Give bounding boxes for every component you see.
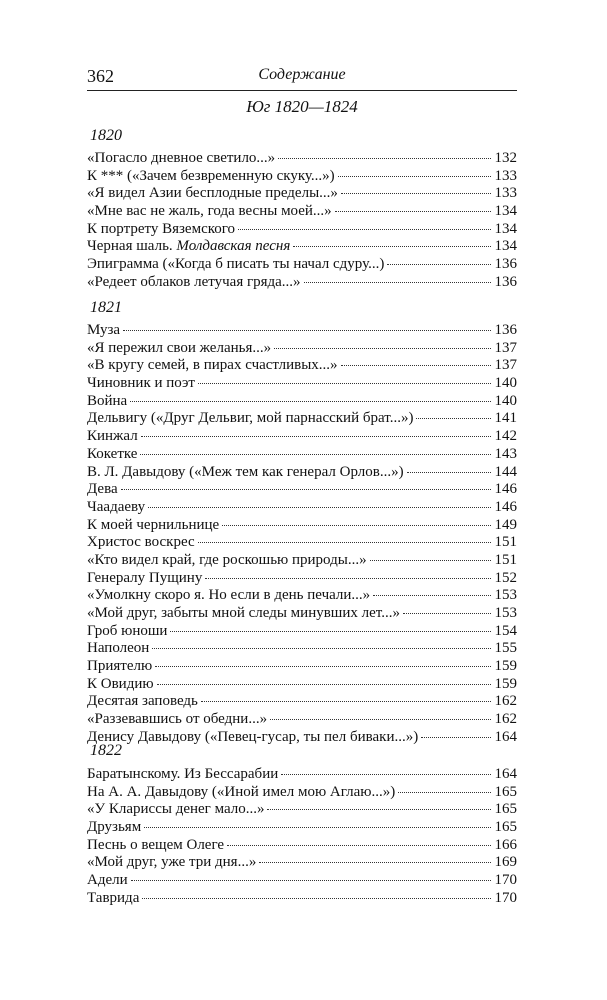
year-heading: 1822	[90, 742, 122, 759]
entry-title	[87, 890, 139, 908]
entry-page-number: 143	[494, 445, 517, 462]
entry-title-text: «Кто видел край, где роскошью природы...»	[87, 551, 367, 568]
year-heading: 1820	[90, 127, 122, 144]
toc-entry	[87, 238, 517, 256]
entry-page-number: 134	[494, 203, 517, 220]
entry-page-number: 151	[494, 551, 517, 568]
entry-title	[87, 256, 384, 274]
toc-entry	[87, 393, 517, 411]
entry-title	[87, 658, 152, 676]
dot-leader	[141, 436, 491, 437]
dot-leader	[281, 774, 490, 775]
entry-title	[87, 168, 335, 186]
entry-title	[87, 605, 400, 623]
header-rule	[87, 90, 517, 91]
entry-page-number: 140	[494, 392, 517, 409]
entry-page-number: 165	[494, 801, 517, 818]
entry-title-text: Кокетке	[87, 445, 138, 462]
entry-title	[87, 819, 141, 837]
entry-title	[87, 357, 338, 375]
entry-page-number: 146	[494, 481, 517, 498]
toc-entry	[87, 605, 517, 623]
entry-title	[87, 623, 167, 641]
entry-title-text: Песнь о вещем Олеге	[87, 836, 225, 853]
dot-leader	[407, 472, 491, 473]
entry-title-text: «Мне вас не жаль, года весны моей...»	[87, 203, 332, 220]
toc-entry	[87, 168, 517, 186]
entry-page-number: 136	[494, 322, 517, 338]
entry-title-text: Чиновник и поэт	[87, 375, 195, 392]
dot-leader	[227, 845, 490, 846]
entry-title	[87, 552, 367, 570]
entry-title-text: Дева	[87, 481, 118, 498]
entry-title	[87, 221, 235, 239]
entry-title	[87, 801, 264, 819]
dot-leader	[152, 648, 490, 649]
entry-title-text: К Овидию	[87, 675, 154, 692]
entry-title	[87, 185, 338, 203]
entry-title	[87, 274, 301, 292]
entry-title	[87, 238, 290, 256]
entry-title	[87, 375, 195, 393]
dot-leader	[201, 701, 491, 702]
toc-entry	[87, 570, 517, 588]
entry-page-number: 137	[494, 357, 517, 374]
toc-entry	[87, 676, 517, 694]
toc-entry	[87, 623, 517, 641]
entry-page-number: 144	[494, 463, 517, 480]
toc-entry	[87, 340, 517, 358]
dot-leader	[338, 176, 491, 177]
dot-leader	[370, 560, 491, 561]
entry-title-text: Муза	[87, 322, 121, 338]
entry-title-text: Баратынскому. Из Бессарабии	[87, 766, 279, 782]
toc-entry	[87, 658, 517, 676]
toc-list	[87, 766, 517, 908]
entry-title-text: «Погасло дневное светило...»	[87, 150, 276, 166]
entry-title-text: «Умолкну скоро я. Но если в день печали...»	[87, 587, 371, 604]
toc-entry	[87, 552, 517, 570]
entry-title	[87, 766, 278, 784]
entry-page-number: 140	[494, 375, 517, 392]
toc-entry	[87, 587, 517, 605]
entry-title-text: «Я видел Азии бесплодные пределы...»	[87, 185, 338, 202]
entry-page-number: 159	[494, 675, 517, 692]
entry-title-text: «В кругу семей, в пирах счастливых...»	[87, 357, 338, 374]
entry-title	[87, 464, 404, 482]
entry-page-number: 164	[494, 766, 517, 782]
entry-page-number: 153	[494, 587, 517, 604]
dot-leader	[335, 211, 491, 212]
toc-entry	[87, 517, 517, 535]
year-heading: 1821	[90, 299, 122, 316]
toc-entry	[87, 872, 517, 890]
dot-leader	[373, 595, 490, 596]
entry-title-text: Друзьям	[87, 819, 142, 836]
entry-title	[87, 854, 256, 872]
dot-leader	[274, 348, 490, 349]
entry-page-number: 133	[494, 167, 517, 184]
entry-page-number: 137	[494, 339, 517, 356]
entry-title-text: Денису Давыдову («Певец-гусар, ты пел биваки...»)	[87, 728, 419, 745]
toc-entry	[87, 640, 517, 658]
entry-title-text: Эпиграмма («Когда б писать ты начал сдуру...)	[87, 256, 385, 273]
dot-leader	[403, 613, 491, 614]
toc-entry	[87, 410, 517, 428]
entry-title	[87, 587, 370, 605]
entry-page-number: 132	[494, 150, 517, 166]
entry-title-text: Война	[87, 392, 128, 409]
toc-entry	[87, 801, 517, 819]
toc-entry	[87, 322, 517, 340]
toc-entry	[87, 766, 517, 784]
toc-entry	[87, 150, 517, 168]
entry-title-text: Наполеон	[87, 640, 150, 657]
page-header	[87, 66, 517, 90]
dot-leader	[341, 193, 491, 194]
entry-title	[87, 203, 332, 221]
dot-leader	[421, 737, 490, 738]
dot-leader	[123, 330, 490, 331]
entry-page-number: 165	[494, 819, 517, 836]
entry-title	[87, 481, 118, 499]
toc-entry	[87, 837, 517, 855]
dot-leader	[416, 418, 490, 419]
toc-entry	[87, 221, 517, 239]
entry-title-text: Черная шаль.	[87, 238, 177, 255]
entry-page-number: 146	[494, 498, 517, 515]
entry-title	[87, 640, 149, 658]
entry-title	[87, 711, 267, 729]
entry-page-number: 134	[494, 220, 517, 237]
toc-entry	[87, 499, 517, 517]
entry-title-text: На А. А. Давыдову («Иной имел мою Аглаю...»)	[87, 783, 396, 800]
entry-page-number: 152	[494, 569, 517, 586]
entry-page-number: 162	[494, 711, 517, 728]
dot-leader	[198, 542, 491, 543]
entry-title-text: «У Клариссы денег мало...»	[87, 801, 265, 818]
entry-title	[87, 570, 202, 588]
dot-leader	[121, 489, 491, 490]
entry-page-number: 136	[494, 273, 517, 290]
entry-title-text: Кинжал	[87, 428, 138, 445]
toc-entry	[87, 375, 517, 393]
dot-leader	[140, 454, 490, 455]
entry-page-number: 159	[494, 658, 517, 675]
toc-entry	[87, 446, 517, 464]
entry-page-number: 141	[494, 410, 517, 427]
entry-page-number: 170	[494, 889, 517, 906]
dot-leader	[130, 401, 490, 402]
entry-title-text: Приятелю	[87, 658, 153, 675]
entry-title	[87, 393, 127, 411]
dot-leader	[148, 507, 490, 508]
dot-leader	[304, 282, 491, 283]
entry-title	[87, 676, 154, 694]
dot-leader	[170, 631, 490, 632]
dot-leader	[278, 158, 490, 159]
entry-title	[87, 693, 198, 711]
entry-title	[87, 784, 395, 802]
dot-leader	[267, 809, 490, 810]
entry-page-number: 162	[494, 693, 517, 710]
entry-page-number: 155	[494, 640, 517, 657]
dot-leader	[155, 666, 490, 667]
entry-title	[87, 410, 413, 428]
dot-leader	[157, 684, 491, 685]
entry-title	[87, 340, 271, 358]
entry-title	[87, 428, 138, 446]
toc-list	[87, 322, 517, 747]
dot-leader	[198, 383, 491, 384]
toc-entry	[87, 274, 517, 292]
entry-page-number: 165	[494, 783, 517, 800]
entry-title	[87, 534, 195, 552]
entry-title-text: «Я пережил свои желанья...»	[87, 339, 272, 356]
toc-entry	[87, 256, 517, 274]
section-title: Юг 1820—1824	[246, 97, 358, 116]
entry-title-text: Чаадаеву	[87, 498, 146, 515]
page-number: 362	[87, 66, 114, 86]
entry-title-text: Дельвигу («Друг Дельвиг, мой парнасский брат...»)	[87, 410, 414, 427]
dot-leader	[398, 792, 490, 793]
toc-entry	[87, 357, 517, 375]
entry-title	[87, 837, 224, 855]
toc-list	[87, 150, 517, 292]
toc-entry	[87, 464, 517, 482]
toc-entry	[87, 693, 517, 711]
dot-leader	[259, 862, 490, 863]
entry-page-number: 164	[494, 728, 517, 745]
entry-title-text: «Мой друг, забыты мной следы минувших лет...»	[87, 605, 400, 621]
dot-leader	[222, 525, 490, 526]
toc-entry	[87, 854, 517, 872]
entry-page-number: 154	[494, 622, 517, 639]
entry-page-number: 170	[494, 872, 517, 889]
toc-entry	[87, 711, 517, 729]
entry-title-text: «Мой друг, уже три дня...»	[87, 854, 257, 871]
entry-title-text: К моей чернильнице	[87, 516, 220, 533]
entry-title-text: «Редеет облаков летучая гряда...»	[87, 273, 301, 290]
entry-title	[87, 322, 120, 340]
dot-leader	[293, 246, 490, 247]
entry-title	[87, 499, 145, 517]
dot-leader	[270, 719, 490, 720]
toc-entry	[87, 729, 517, 747]
entry-page-number: 169	[494, 854, 517, 871]
dot-leader	[144, 827, 490, 828]
dot-leader	[131, 880, 491, 881]
toc-entry	[87, 428, 517, 446]
entry-page-number: 149	[494, 516, 517, 533]
entry-title-text: «Раззевавшись от обедни...»	[87, 711, 268, 728]
entry-page-number: 166	[494, 836, 517, 853]
entry-page-number: 153	[494, 605, 517, 621]
entry-title	[87, 872, 128, 890]
entry-title-italic: Молдавская песня	[176, 238, 291, 255]
entry-title	[87, 446, 137, 464]
entry-title-text: К портрету Вяземского	[87, 220, 236, 237]
entry-page-number: 134	[494, 238, 517, 255]
toc-entry	[87, 185, 517, 203]
dot-leader	[341, 365, 491, 366]
entry-title-text: Генералу Пущину	[87, 569, 203, 586]
dot-leader	[238, 229, 490, 230]
running-head: Содержание	[258, 66, 346, 83]
dot-leader	[205, 578, 490, 579]
entry-title-text: Гроб юноши	[87, 622, 168, 639]
entry-title-text: Таврида	[87, 889, 140, 906]
entry-page-number: 133	[494, 185, 517, 202]
entry-title-text: В. Л. Давыдову («Меж тем как генерал Орлов...»)	[87, 463, 404, 480]
toc-entry	[87, 534, 517, 552]
entry-title-text: Десятая заповедь	[87, 693, 198, 710]
toc-entry	[87, 784, 517, 802]
entry-title	[87, 150, 275, 168]
toc-entry	[87, 819, 517, 837]
toc-entry	[87, 890, 517, 908]
entry-title-text: Христос воскрес	[87, 534, 195, 551]
entry-title	[87, 729, 418, 747]
toc-entry	[87, 481, 517, 499]
dot-leader	[387, 264, 490, 265]
entry-title-text: К *** («Зачем безвременную скуку...»)	[87, 167, 335, 184]
toc-entry	[87, 203, 517, 221]
entry-page-number: 151	[494, 534, 517, 551]
entry-page-number: 142	[494, 428, 517, 445]
entry-title	[87, 517, 219, 535]
dot-leader	[142, 898, 490, 899]
entry-title-text: Адели	[87, 872, 128, 889]
entry-page-number: 136	[494, 256, 517, 273]
